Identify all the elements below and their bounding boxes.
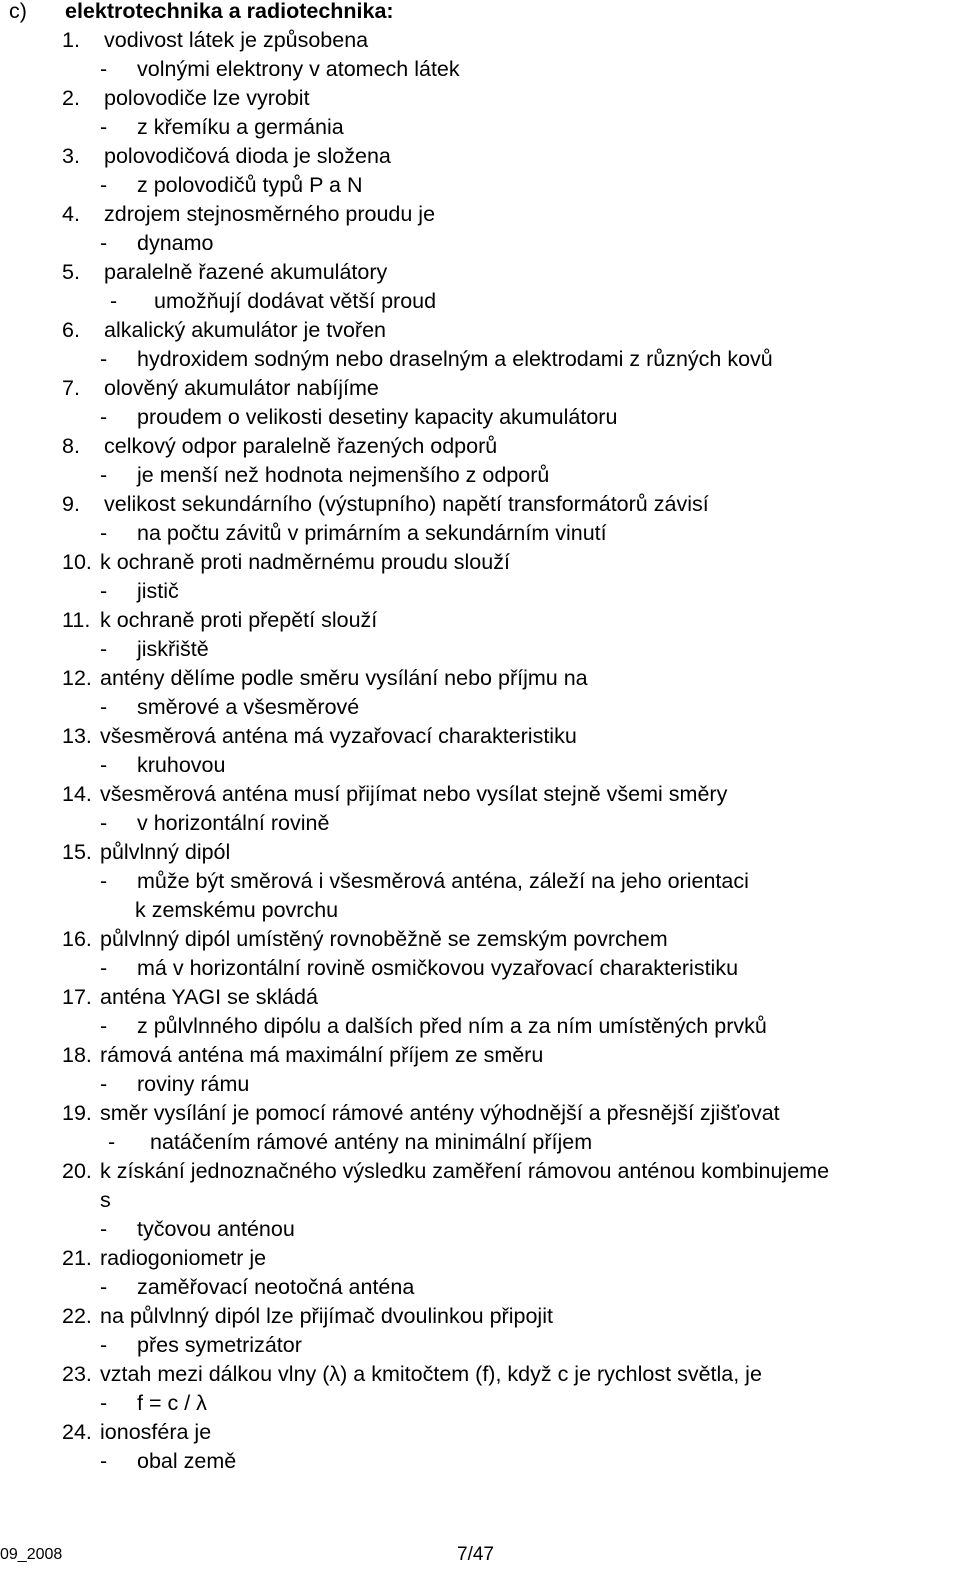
answer-text: v horizontální rovině — [137, 811, 330, 835]
question-row — [0, 316, 960, 345]
question-text: rámová anténa má maximální příjem ze směru — [100, 1043, 544, 1067]
answer-dash: - — [100, 956, 108, 980]
answer-row — [0, 55, 960, 84]
question-text: všesměrová anténa má vyzařovací charakteristiku — [100, 724, 577, 748]
answer-text: hydroxidem sodným nebo draselným a elektrodami z různých kovů — [137, 347, 773, 371]
question-row — [0, 1157, 960, 1186]
answer-text: jiskřiště — [137, 637, 209, 661]
answer-dash: - — [100, 1072, 108, 1096]
answer-text: je menší než hodnota nejmenšího z odporů — [137, 463, 550, 487]
answer-text: dynamo — [137, 231, 214, 255]
question-number: 7. — [62, 376, 80, 400]
question-number: 23. — [62, 1362, 92, 1386]
question-row — [0, 983, 960, 1012]
answer-dash: - — [100, 1449, 108, 1473]
answer-dash: - — [100, 463, 108, 487]
answer-row — [0, 1331, 960, 1360]
question-text: celkový odpor paralelně řazených odporů — [104, 434, 498, 458]
question-text: polovodiče lze vyrobit — [104, 86, 310, 110]
answer-text: může být směrová i všesměrová anténa, záleží na jeho orientaci — [137, 869, 749, 893]
section-title: elektrotechnika a radiotechnika: — [65, 0, 394, 23]
answer-text: z křemíku a germánia — [137, 115, 344, 139]
footer-page-number: 7/47 — [457, 1544, 494, 1565]
answer-row — [0, 113, 960, 142]
answer-dash: - — [100, 811, 108, 835]
question-row — [0, 1244, 960, 1273]
question-text: k ochraně proti nadměrnému proudu slouží — [100, 550, 510, 574]
answer-row — [0, 1215, 960, 1244]
answer-dash: - — [100, 1391, 108, 1415]
answer-row — [0, 1389, 960, 1418]
answer-text: natáčením rámové antény na minimální příjem — [150, 1130, 593, 1154]
question-text: na půlvlnný dipól lze přijímač dvoulinkou připojit — [100, 1304, 553, 1328]
question-number: 13. — [62, 724, 92, 748]
question-number: 12. — [62, 666, 92, 690]
question-text: půlvlnný dipól umístěný rovnoběžně se zemským povrchem — [100, 927, 668, 951]
question-text: radiogoniometr je — [100, 1246, 267, 1270]
question-text: olověný akumulátor nabíjíme — [104, 376, 379, 400]
question-text: antény dělíme podle směru vysílání nebo příjmu na — [100, 666, 588, 690]
answer-text: přes symetrizátor — [137, 1333, 302, 1357]
question-number: 16. — [62, 927, 92, 951]
answer-dash: - — [100, 173, 108, 197]
answer-row — [0, 461, 960, 490]
answer-row — [0, 403, 960, 432]
answer-dash: - — [100, 521, 108, 545]
answer-dash: - — [100, 57, 108, 81]
answer-text: kruhovou — [137, 753, 226, 777]
question-row — [0, 258, 960, 287]
question-row — [0, 374, 960, 403]
question-row — [0, 432, 960, 461]
question-answer-list — [0, 26, 960, 1476]
answer-dash: - — [100, 231, 108, 255]
question-row — [0, 142, 960, 171]
answer-row — [0, 1447, 960, 1476]
answer-row — [0, 287, 960, 316]
answer-text: tyčovou anténou — [137, 1217, 295, 1241]
question-text: půlvlnný dipól — [100, 840, 231, 864]
question-number: 15. — [62, 840, 92, 864]
question-row — [0, 1418, 960, 1447]
answer-row — [0, 345, 960, 374]
question-number: 24. — [62, 1420, 92, 1444]
question-number: 11. — [62, 608, 91, 632]
question-row — [0, 1360, 960, 1389]
question-row — [0, 200, 960, 229]
answer-dash: - — [100, 115, 108, 139]
answer-row — [0, 867, 960, 896]
question-text: všesměrová anténa musí přijímat nebo vysílat stejně všemi směry — [100, 782, 728, 806]
answer-dash: - — [100, 579, 108, 603]
answer-text: obal země — [137, 1449, 237, 1473]
answer-text: volnými elektrony v atomech látek — [137, 57, 460, 81]
answer-text: f = c / λ — [137, 1391, 207, 1415]
question-text: k ochraně proti přepětí slouží — [100, 608, 378, 632]
answer-dash: - — [100, 1014, 108, 1038]
answer-text: umožňují dodávat větší proud — [154, 289, 437, 313]
answer-dash: - — [100, 695, 108, 719]
answer-dash: - — [100, 1333, 108, 1357]
question-number: 20. — [62, 1159, 92, 1183]
answer-row — [0, 635, 960, 664]
question-text: paralelně řazené akumulátory — [104, 260, 388, 284]
answer-text: proudem o velikosti desetiny kapacity akumulátoru — [137, 405, 618, 429]
question-number: 10. — [62, 550, 92, 574]
question-row — [0, 925, 960, 954]
question-row — [0, 838, 960, 867]
question-number: 6. — [62, 318, 80, 342]
footer-date: 09_2008 — [0, 1546, 63, 1563]
answer-dash: - — [100, 753, 108, 777]
answer-row — [0, 577, 960, 606]
question-row — [0, 548, 960, 577]
question-continuation: s — [100, 1188, 111, 1212]
question-number: 1. — [62, 28, 80, 52]
answer-row — [0, 229, 960, 258]
question-number: 5. — [62, 260, 80, 284]
question-row — [0, 490, 960, 519]
question-row — [0, 606, 960, 635]
answer-row — [0, 896, 960, 925]
answer-text: z půlvlnného dipólu a dalších před ním a za ním umístěných prvků — [137, 1014, 767, 1038]
answer-dash: - — [110, 289, 118, 313]
question-number: 18. — [62, 1043, 92, 1067]
answer-text: jistič — [137, 579, 179, 603]
answer-row — [0, 1128, 960, 1157]
answer-dash: - — [100, 347, 108, 371]
answer-row — [0, 1070, 960, 1099]
answer-row — [0, 751, 960, 780]
answer-text: má v horizontální rovině osmičkovou vyzařovací charakteristiku — [137, 956, 739, 980]
question-row — [0, 1099, 960, 1128]
answer-row — [0, 693, 960, 722]
answer-text: k zemskému povrchu — [135, 898, 339, 922]
answer-dash: - — [108, 1130, 116, 1154]
question-text: velikost sekundárního (výstupního) napětí transformátorů závisí — [104, 492, 709, 516]
question-number: 21. — [62, 1246, 92, 1270]
question-text: ionosféra je — [100, 1420, 212, 1444]
question-number: 19. — [62, 1101, 92, 1125]
question-number: 8. — [62, 434, 80, 458]
question-text: anténa YAGI se skládá — [100, 985, 318, 1009]
question-row — [0, 1302, 960, 1331]
question-number: 22. — [62, 1304, 92, 1328]
question-row — [0, 722, 960, 751]
question-row — [0, 664, 960, 693]
answer-row — [0, 519, 960, 548]
answer-text: zaměřovací neotočná anténa — [137, 1275, 415, 1299]
section-letter: c) — [9, 0, 27, 23]
question-row — [0, 780, 960, 809]
answer-text: roviny rámu — [137, 1072, 250, 1096]
answer-text: z polovodičů typů P a N — [137, 173, 363, 197]
question-number: 3. — [62, 144, 80, 168]
answer-dash: - — [100, 869, 108, 893]
question-number: 2. — [62, 86, 80, 110]
answer-dash: - — [100, 637, 108, 661]
question-text: k získání jednoznačného výsledku zaměření rámovou anténou kombinujeme — [100, 1159, 830, 1183]
answer-row — [0, 954, 960, 983]
answer-text: směrové a všesměrové — [137, 695, 360, 719]
question-text: vodivost látek je způsobena — [104, 28, 369, 52]
answer-dash: - — [100, 1217, 108, 1241]
question-number: 17. — [62, 985, 92, 1009]
answer-dash: - — [100, 405, 108, 429]
answer-row — [0, 1012, 960, 1041]
answer-row — [0, 1273, 960, 1302]
question-row — [0, 84, 960, 113]
question-text: směr vysílání je pomocí rámové antény výhodnější a přesnější zjišťovat — [100, 1101, 780, 1125]
question-number: 14. — [62, 782, 92, 806]
section-heading — [9, 0, 394, 26]
question-number: 4. — [62, 202, 80, 226]
question-text: alkalický akumulátor je tvořen — [104, 318, 387, 342]
answer-dash: - — [100, 1275, 108, 1299]
answer-row — [0, 171, 960, 200]
answer-row — [0, 809, 960, 838]
question-continuation-row — [0, 1186, 960, 1215]
question-row — [0, 26, 960, 55]
question-text: polovodičová dioda je složena — [104, 144, 391, 168]
question-number: 9. — [62, 492, 80, 516]
question-row — [0, 1041, 960, 1070]
question-text: vztah mezi dálkou vlny (λ) a kmitočtem (f), když c je rychlost světla, je — [100, 1362, 762, 1386]
question-text: zdrojem stejnosměrného proudu je — [104, 202, 436, 226]
answer-text: na počtu závitů v primárním a sekundárním vinutí — [137, 521, 607, 545]
